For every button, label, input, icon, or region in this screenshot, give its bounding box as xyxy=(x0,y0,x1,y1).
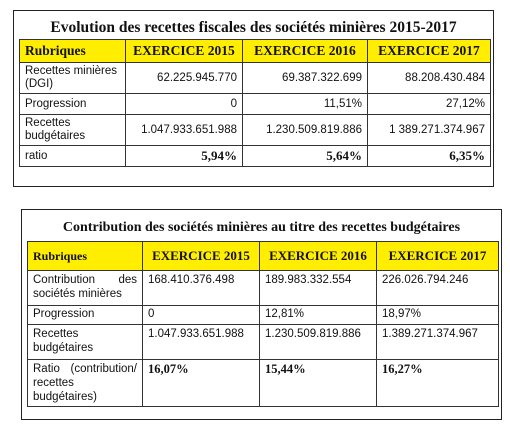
header-rubriques: Rubriques xyxy=(20,40,126,63)
cell-2016: 5,64% xyxy=(243,146,368,167)
row-label: Recettes budgétaires xyxy=(28,325,143,360)
cell-2017: 16,27% xyxy=(377,360,499,407)
cell-2017: 88.208.430.484 xyxy=(368,63,491,94)
cell-2016: 69.387.322.699 xyxy=(243,63,368,94)
fiscal-revenue-table xyxy=(19,39,491,167)
cell-2015: 1.047.933.651.988 xyxy=(143,325,260,360)
mining-contribution-table xyxy=(27,241,499,407)
cell-2016: 189.983.332.554 xyxy=(260,271,377,306)
cell-2017: 1 389.271.374.967 xyxy=(368,115,491,146)
table2-title: Contribution des sociétés minières au titre des recettes budgétaires xyxy=(62,220,461,235)
mining-contribution-panel xyxy=(21,209,502,420)
cell-2015: 62.225.945.770 xyxy=(126,63,243,94)
row-label: Progression xyxy=(28,306,143,325)
cell-2016: 1.230.509.819.886 xyxy=(260,325,377,360)
cell-2017: 226.026.794.246 xyxy=(377,271,499,306)
cell-2015: 16,07% xyxy=(143,360,260,407)
cell-2017: 27,12% xyxy=(368,94,491,115)
header-rubriques: Rubriques xyxy=(28,242,143,271)
row-label: Recettes budgétaires xyxy=(20,115,126,146)
header-2015: EXERCICE 2015 xyxy=(143,242,260,271)
table1-title: Evolution des recettes fiscales des sociétés minières 2015-2017 xyxy=(50,19,457,36)
row-label: ratio xyxy=(20,146,126,167)
fiscal-revenue-panel xyxy=(13,10,494,187)
table-header-row xyxy=(28,242,499,271)
cell-2015: 1.047.933.651.988 xyxy=(126,115,243,146)
cell-2015: 168.410.376.498 xyxy=(143,271,260,306)
table-header-row xyxy=(20,40,491,63)
header-2017: EXERCICE 2017 xyxy=(368,40,491,63)
table-row xyxy=(28,306,499,325)
table-row xyxy=(28,360,499,407)
cell-2015: 0 xyxy=(126,94,243,115)
row-label: Recettes minières (DGI) xyxy=(20,63,126,94)
row-label: Progression xyxy=(20,94,126,115)
cell-2017: 1.389.271.374.967 xyxy=(377,325,499,360)
table-row xyxy=(28,271,499,306)
cell-2015: 5,94% xyxy=(126,146,243,167)
cell-2017: 18,97% xyxy=(377,306,499,325)
cell-2016: 15,44% xyxy=(260,360,377,407)
header-2017: EXERCICE 2017 xyxy=(377,242,499,271)
cell-2017: 6,35% xyxy=(368,146,491,167)
header-2016: EXERCICE 2016 xyxy=(260,242,377,271)
table-row xyxy=(20,146,491,167)
cell-2016: 11,51% xyxy=(243,94,368,115)
cell-2015: 0 xyxy=(143,306,260,325)
table-row xyxy=(20,63,491,94)
row-label: Contribution des sociétés minières xyxy=(28,271,143,306)
table-row xyxy=(20,115,491,146)
header-2015: EXERCICE 2015 xyxy=(126,40,243,63)
table-row xyxy=(20,94,491,115)
header-2016: EXERCICE 2016 xyxy=(243,40,368,63)
cell-2016: 1.230.509.819.886 xyxy=(243,115,368,146)
cell-2016: 12,81% xyxy=(260,306,377,325)
table-row xyxy=(28,325,499,360)
row-label: Ratio (contribution/ recettes budgétaires) xyxy=(28,360,143,407)
